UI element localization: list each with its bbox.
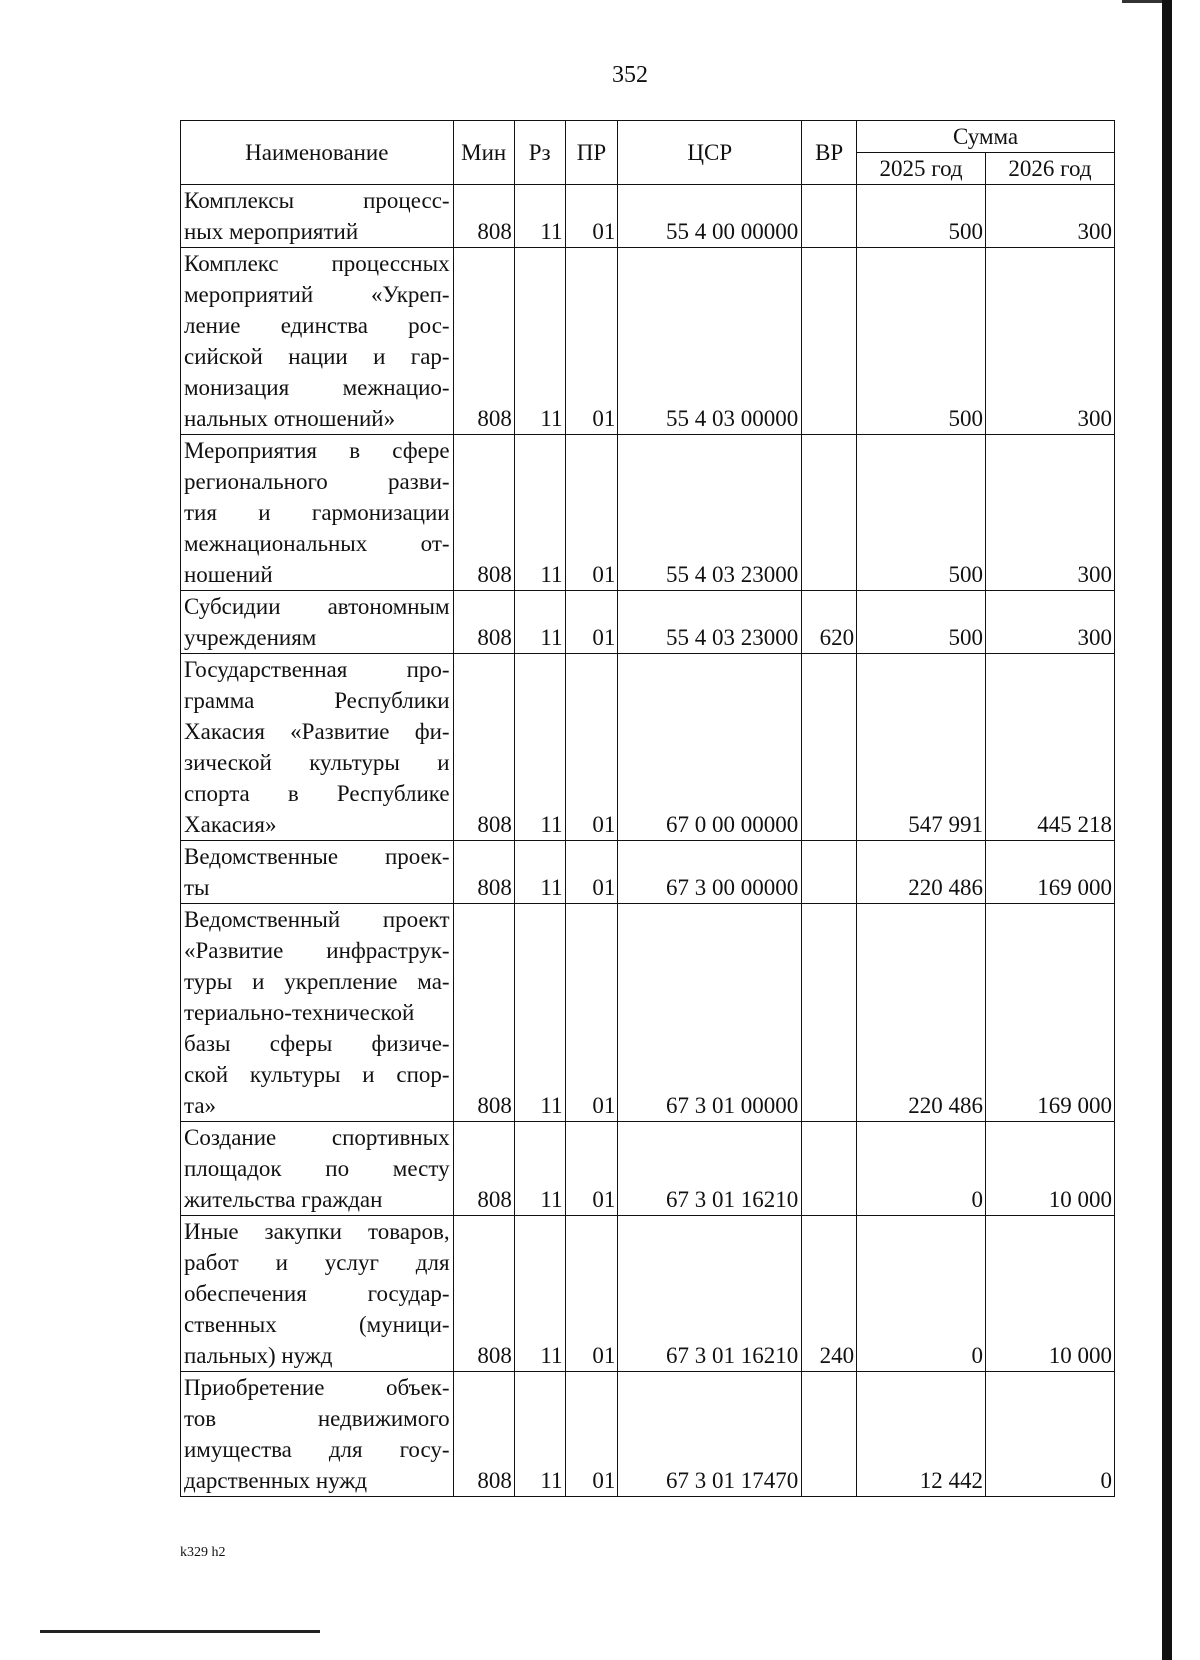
row-name-line: сийской нации и гар- [184,344,450,369]
row-sum-2026: 10 000 [986,1122,1115,1216]
row-csr: 67 0 00 00000 [618,654,802,841]
row-name-line: «Развитие инфраструк- [184,938,450,963]
row-pr: 01 [565,1372,618,1497]
header-min: Мин [453,121,514,185]
row-name [181,904,454,1122]
row-sum-2026: 300 [986,185,1115,248]
row-name-line: ты [184,875,210,900]
row-vr [802,248,857,435]
header-pr: ПР [565,121,618,185]
header-rz: Рз [514,121,565,185]
row-name-line: межнациональных от- [184,531,450,556]
row-name-line: ношений [184,562,273,587]
row-name-line: Комплексы процесс- [184,188,450,213]
row-name-line: грамма Республики [184,688,450,713]
row-sum-2025: 547 991 [857,654,986,841]
scan-bottom-rule [40,1630,320,1633]
row-sum-2026: 169 000 [986,841,1115,904]
table-body [181,185,1115,1497]
row-name-line: базы сферы физиче- [184,1031,450,1056]
row-name [181,591,454,654]
row-min: 808 [453,435,514,591]
table-row [181,904,1115,1122]
row-sum-2026: 445 218 [986,654,1115,841]
table-row [181,185,1115,248]
row-min: 808 [453,841,514,904]
row-sum-2026: 10 000 [986,1216,1115,1372]
row-sum-2025: 500 [857,435,986,591]
row-name-line: регионального разви- [184,469,450,494]
row-csr: 55 4 00 00000 [618,185,802,248]
row-csr: 67 3 01 00000 [618,904,802,1122]
row-pr: 01 [565,654,618,841]
row-name-line: дарственных нужд [184,1468,368,1493]
row-pr: 01 [565,1122,618,1216]
row-name [181,185,454,248]
row-rz: 11 [514,591,565,654]
row-name [181,1122,454,1216]
row-name-line: Иные закупки товаров, [184,1219,450,1244]
row-sum-2025: 220 486 [857,841,986,904]
row-name-line: Субсидии автономным [184,594,450,619]
row-name-line: ление единства рос- [184,313,450,338]
row-rz: 11 [514,841,565,904]
row-name [181,654,454,841]
header-vr: ВР [802,121,857,185]
row-rz: 11 [514,185,565,248]
row-name-line: Создание спортивных [184,1125,450,1150]
row-name-line: зической культуры и [184,750,450,775]
row-sum-2025: 0 [857,1216,986,1372]
row-min: 808 [453,248,514,435]
row-name-line: спорта в Республике [184,781,450,806]
row-name-line: Государственная про- [184,657,450,682]
row-csr: 67 3 01 16210 [618,1216,802,1372]
row-pr: 01 [565,841,618,904]
row-vr [802,1122,857,1216]
row-vr [802,904,857,1122]
row-min: 808 [453,1216,514,1372]
row-csr: 55 4 03 00000 [618,248,802,435]
row-rz: 11 [514,904,565,1122]
row-rz: 11 [514,435,565,591]
row-vr: 620 [802,591,857,654]
row-name-line: тия и гармонизации [184,500,450,525]
row-name-line: та» [184,1093,217,1118]
row-name-line: Хакасия» [184,812,277,837]
scan-edge-bar [1162,0,1172,1660]
row-sum-2026: 169 000 [986,904,1115,1122]
row-sum-2026: 300 [986,591,1115,654]
row-name-line: имущества для госу- [184,1437,450,1462]
row-min: 808 [453,654,514,841]
row-sum-2026: 0 [986,1372,1115,1497]
row-name-line: мероприятий «Укреп- [184,282,450,307]
header-sum: Сумма [857,121,1115,153]
row-sum-2025: 0 [857,1122,986,1216]
row-name-line: ственных (муници- [184,1312,450,1337]
row-min: 808 [453,1372,514,1497]
table-row [181,1122,1115,1216]
row-sum-2025: 220 486 [857,904,986,1122]
row-name [181,1216,454,1372]
table-row [181,1372,1115,1497]
row-csr: 55 4 03 23000 [618,435,802,591]
header-name: Наименование [181,121,454,185]
header-csr: ЦСР [618,121,802,185]
row-name-line: териально-технической [184,1000,415,1025]
row-rz: 11 [514,654,565,841]
row-min: 808 [453,185,514,248]
row-min: 808 [453,904,514,1122]
table-row [181,841,1115,904]
row-name-line: Хакасия «Развитие фи- [184,719,450,744]
row-name-line: ской культуры и спор- [184,1062,450,1087]
row-sum-2026: 300 [986,435,1115,591]
row-min: 808 [453,591,514,654]
row-name-line: жительства граждан [184,1187,383,1212]
row-name-line: учреждениям [184,625,317,650]
row-name [181,841,454,904]
row-rz: 11 [514,1372,565,1497]
row-rz: 11 [514,248,565,435]
row-name-line: обеспечения государ- [184,1281,450,1306]
row-name [181,435,454,591]
row-sum-2025: 500 [857,591,986,654]
row-name-line: Мероприятия в сфере [184,438,450,463]
row-csr: 55 4 03 23000 [618,591,802,654]
table-row [181,1216,1115,1372]
row-name-line: пальных) нужд [184,1343,333,1368]
row-name-line: тов недвижимого [184,1406,450,1431]
row-min: 808 [453,1122,514,1216]
row-name-line: монизация межнацио- [184,375,450,400]
row-pr: 01 [565,435,618,591]
row-vr [802,841,857,904]
row-sum-2026: 300 [986,248,1115,435]
budget-table [180,120,1115,1497]
row-rz: 11 [514,1216,565,1372]
row-pr: 01 [565,1216,618,1372]
page-number: 352 [612,62,648,88]
row-name-line: ных мероприятий [184,219,359,244]
row-name-line: площадок по месту [184,1156,450,1181]
row-name [181,1372,454,1497]
table-row [181,654,1115,841]
table-row [181,248,1115,435]
table-row [181,591,1115,654]
table-header [181,121,1115,185]
row-pr: 01 [565,591,618,654]
row-name-line: Ведомственный проект [184,907,450,932]
scan-edge-mark [1122,0,1162,3]
row-sum-2025: 500 [857,185,986,248]
row-vr [802,1372,857,1497]
row-csr: 67 3 00 00000 [618,841,802,904]
row-name [181,248,454,435]
row-name-line: работ и услуг для [184,1250,450,1275]
row-pr: 01 [565,248,618,435]
row-vr [802,185,857,248]
row-pr: 01 [565,185,618,248]
row-csr: 67 3 01 17470 [618,1372,802,1497]
row-csr: 67 3 01 16210 [618,1122,802,1216]
footer-code: k329 h2 [180,1545,226,1560]
row-rz: 11 [514,1122,565,1216]
row-name-line: Ведомственные проек- [184,844,450,869]
row-sum-2025: 12 442 [857,1372,986,1497]
row-name-line: Комплекс процессных [184,251,450,276]
header-2026: 2026 год [986,153,1115,185]
row-sum-2025: 500 [857,248,986,435]
row-pr: 01 [565,904,618,1122]
header-2025: 2025 год [857,153,986,185]
row-name-line: туры и укрепление ма- [184,969,450,994]
row-vr [802,654,857,841]
table-row [181,435,1115,591]
row-name-line: Приобретение объек- [184,1375,450,1400]
row-vr: 240 [802,1216,857,1372]
row-vr [802,435,857,591]
row-name-line: нальных отношений» [184,406,396,431]
